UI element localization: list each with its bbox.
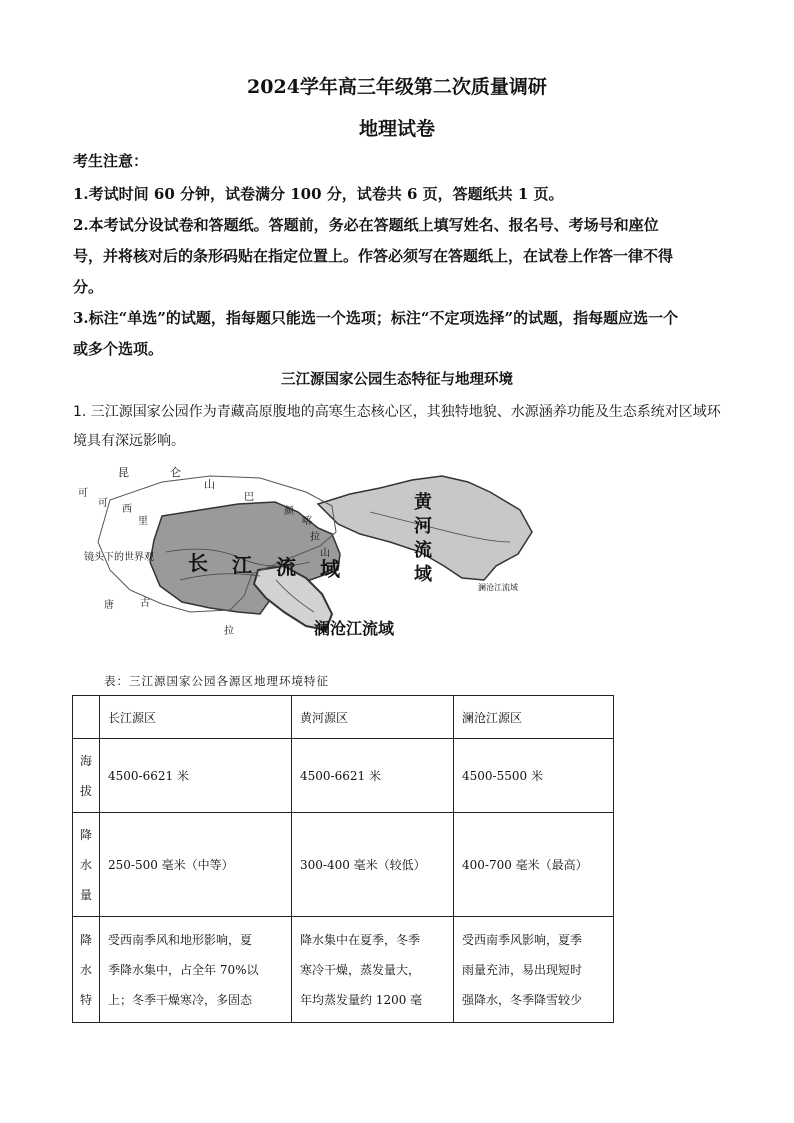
- exam-subtitle: 地理试卷: [358, 118, 435, 140]
- table-row-altitude: [73, 739, 614, 813]
- map-label-kunlun: 山: [204, 478, 215, 491]
- map-label-keke: 可: [78, 488, 88, 499]
- map-label-keke: 西: [122, 504, 132, 515]
- map-label-yangtze: 流: [276, 555, 296, 579]
- notice-line: 1.考试时间 60 分钟，试卷满分 100 分，试卷共 6 页，答题纸共 1 页。: [73, 185, 564, 203]
- notice-heading: 考生注意：: [73, 152, 149, 170]
- row-label: 海 拔: [73, 739, 100, 813]
- map-label-keke: 里: [138, 516, 148, 527]
- map-label-lancang: 澜沧江流域: [314, 619, 395, 638]
- map-label-bayan: 拉: [310, 532, 320, 543]
- column-header: 澜沧江源区: [454, 696, 614, 739]
- map-label-yangtze: 江: [232, 553, 252, 577]
- row-label: 降 水 量: [73, 813, 100, 917]
- table-caption: 表：三江源国家公园各源区地理环境特征: [104, 674, 329, 688]
- table-cell: 250-500 毫米（中等）: [100, 813, 292, 917]
- notice-line: 号，并将核对后的条形码贴在指定位置上。作答必须写在答题纸上，在试卷上作答一律不得: [73, 247, 674, 265]
- table-cell: 4500-6621 米: [100, 739, 292, 813]
- section-title: 三江源国家公园生态特征与地理环境: [281, 371, 513, 388]
- notice-line: 分。: [73, 278, 104, 296]
- table-cell: 300-400 毫米（较低）: [292, 813, 454, 917]
- map-label-bayan: 山: [320, 548, 330, 559]
- map-label-bayan: 喀: [302, 516, 312, 527]
- map-label-kunlun: 仑: [170, 466, 181, 479]
- notice-line: 或多个选项。: [73, 340, 164, 358]
- table-row-precipitation: [73, 813, 614, 917]
- map-label-yellow: 河: [414, 516, 432, 537]
- table-cell: 4500-6621 米: [292, 739, 454, 813]
- map-label-bayan: 颜: [284, 506, 294, 517]
- map-label-yellow: 域: [414, 564, 432, 585]
- table-header-row: [73, 696, 614, 739]
- map-label-yellow: 黄: [414, 492, 432, 513]
- exam-title: 2024学年高三年级第二次质量调研: [247, 76, 547, 98]
- environment-table: [72, 695, 614, 1023]
- map-label-keke: 可: [98, 498, 108, 509]
- map-label-tanggula: 古: [140, 598, 150, 609]
- table-cell: 受西南季风影响，夏季 雨量充沛，易出现短时 强降水，冬季降雪较少: [454, 917, 614, 1023]
- column-header: 长江源区: [100, 696, 292, 739]
- table-cell: 降水集中在夏季，冬季 寒冷干燥，蒸发量大， 年均蒸发量约 1200 毫: [292, 917, 454, 1023]
- map-label-yangtze: 域: [320, 557, 340, 581]
- row-label: 降 水 特: [73, 917, 100, 1023]
- map-label-tanggula: 唐: [104, 600, 114, 611]
- map-label-small-lancang: 澜沧江流域: [478, 583, 518, 592]
- sanjiangyuan-map: [70, 462, 540, 660]
- map-label-yellow: 流: [414, 540, 432, 561]
- map-label-kunlun: 昆: [118, 466, 129, 479]
- map-label-yangtze: 长: [188, 551, 208, 575]
- map-label-tanggula: 拉: [224, 626, 234, 637]
- map-watermark: 镜头下的世界观: [84, 552, 154, 563]
- notice-line: 2.本考试分设试卷和答题纸。答题前，务必在答题纸上填写姓名、报名号、考场号和座位: [73, 216, 659, 234]
- question-1-text: 1. 三江源国家公园作为青藏高原腹地的高寒生态核心区，其独特地貌、水源涵养功能及生态系统对区域环: [73, 404, 721, 420]
- table-corner-cell: [73, 696, 100, 739]
- column-header: 黄河源区: [292, 696, 454, 739]
- table-cell: 4500-5500 米: [454, 739, 614, 813]
- table-cell: 受西南季风和地形影响，夏 季降水集中，占全年 70%以 上；冬季干燥寒冷，多固态: [100, 917, 292, 1023]
- notice-line: 3.标注“单选”的试题，指每题只能选一个选项；标注“不定项选择”的试题，指每题应选一个: [73, 309, 679, 327]
- map-label-bayan: 巴: [244, 492, 254, 503]
- table-cell: 400-700 毫米（最高）: [454, 813, 614, 917]
- question-1-text: 境具有深远影响。: [73, 433, 185, 449]
- table-row-precip-feature: [73, 917, 614, 1023]
